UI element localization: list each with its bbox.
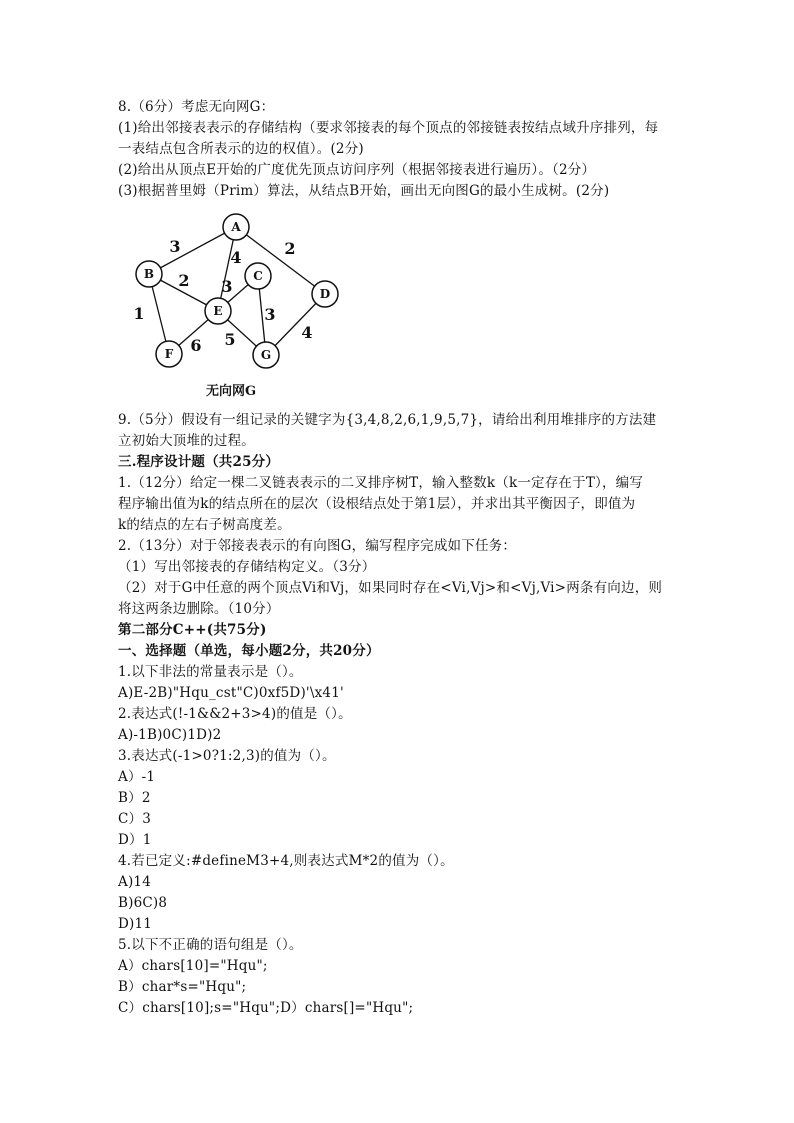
q9-line2: 立初始大顶堆的过程。: [118, 433, 255, 449]
q8-part1-line2: 一表结点包含所表示的边的权值）。(2分): [118, 141, 364, 157]
s3-q1-line1: 1.（12分）给定一棵二叉链表表示的二叉排序树T，输入整数k（k一定存在于T），编写: [118, 475, 644, 491]
undirected-graph-figure: [118, 208, 358, 403]
part2-heading: 第二部分C++(共75分): [118, 622, 267, 638]
graph-caption: 无向网G: [206, 384, 257, 399]
weight-e-g: 5: [224, 330, 236, 349]
weight-a-d: 2: [284, 239, 296, 258]
s3-q2-sub1: （1）写出邻接表的存储结构定义。（3分）: [118, 559, 376, 575]
q8-part1-line1: (1)给出邻接表表示的存储结构（要求邻接表的每个顶点的邻接链表按结点域升序排列，每: [118, 120, 659, 136]
p2-q4-option-d: D)11: [118, 916, 153, 932]
s3-q2-sub2-line1: （2）对于G中任意的两个顶点Vi和Vj，如果同时存在<Vi,Vj>和<Vj,Vi>两条有向边，则: [118, 580, 663, 596]
p2-q5-option-cd: C）chars[10];s="Hqu";D）chars[]="Hqu";: [118, 1000, 414, 1016]
weight-a-e: 4: [230, 248, 242, 267]
p2-q1-options: A)E-2B)"Hqu_cst"C)0xf5D)'\x41': [118, 685, 344, 701]
s3-q2-sub2-line2: 将这两条边删除。（10分）: [118, 601, 280, 617]
part2-subheading: 一、选择题（单选，每小题2分，共20分）: [118, 643, 380, 659]
edge-a-b: [149, 227, 236, 274]
node-f-label: F: [164, 347, 174, 361]
p2-q4-option-bc: B)6C)8: [118, 895, 168, 911]
q8-part2: (2)给出从顶点E开始的广度优先顶点访问序列（根据邻接表进行遍历）。（2分）: [118, 162, 596, 178]
p2-q2-options: A)-1B)0C)1D)2: [118, 727, 222, 743]
node-d-label: D: [319, 287, 331, 301]
weight-e-f: 6: [190, 336, 202, 355]
weight-b-f: 1: [133, 304, 145, 323]
p2-q3-option-b: B）2: [118, 790, 151, 806]
q8-title: 8.（6分）考虑无向网G：: [118, 99, 275, 115]
graph-node-circles: [136, 214, 338, 368]
p2-q5-option-a: A）chars[10]="Hqu";: [118, 958, 268, 974]
p2-q3: 3.表达式(-1>0?1:2,3)的值为（）。: [118, 748, 336, 764]
weight-c-g: 3: [264, 305, 276, 324]
p2-q2: 2.表达式(!-1&&2+3>4)的值是（）。: [118, 706, 352, 722]
p2-q3-option-a: A）-1: [118, 769, 156, 785]
section3-heading: 三.程序设计题（共25分）: [118, 454, 280, 470]
node-e-label: E: [213, 304, 223, 318]
p2-q3-option-c: C）3: [118, 811, 152, 827]
node-a-label: A: [231, 220, 241, 234]
p2-q4: 4.若已定义:#defineM3+4,则表达式M*2的值为（）。: [118, 853, 454, 869]
p2-q5: 5.以下不正确的语句组是（）。: [118, 937, 303, 953]
weight-c-e: 3: [221, 277, 233, 296]
s3-q2: 2.（13分）对于邻接表表示的有向图G，编写程序完成如下任务：: [118, 538, 517, 554]
p2-q4-option-a: A)14: [118, 874, 151, 890]
s3-q1-line3: k的结点的左右子树高度差。: [118, 517, 291, 533]
weight-a-b: 3: [169, 237, 181, 256]
node-b-label: B: [143, 267, 155, 281]
weight-d-g: 4: [301, 323, 313, 342]
p2-q1: 1.以下非法的常量表示是（）。: [118, 664, 303, 680]
p2-q5-option-b: B）char*s="Hqu";: [118, 979, 247, 995]
node-g-label: G: [260, 348, 272, 362]
q8-part3: (3)根据普里姆（Prim）算法，从结点B开始，画出无向图G的最小生成树。(2分): [118, 183, 610, 199]
p2-q3-option-d: D）1: [118, 832, 152, 848]
weight-b-e: 2: [178, 271, 190, 290]
node-c-label: C: [253, 269, 263, 283]
s3-q1-line2: 程序输出值为k的结点所在的层次（设根结点处于第1层），并求出其平衡因子，即值为: [118, 496, 636, 512]
q9-line1: 9.（5分）假设有一组记录的关键字为{3,4,8,2,6,1,9,5,7}，请给出利用堆排序的方法建: [118, 412, 657, 428]
